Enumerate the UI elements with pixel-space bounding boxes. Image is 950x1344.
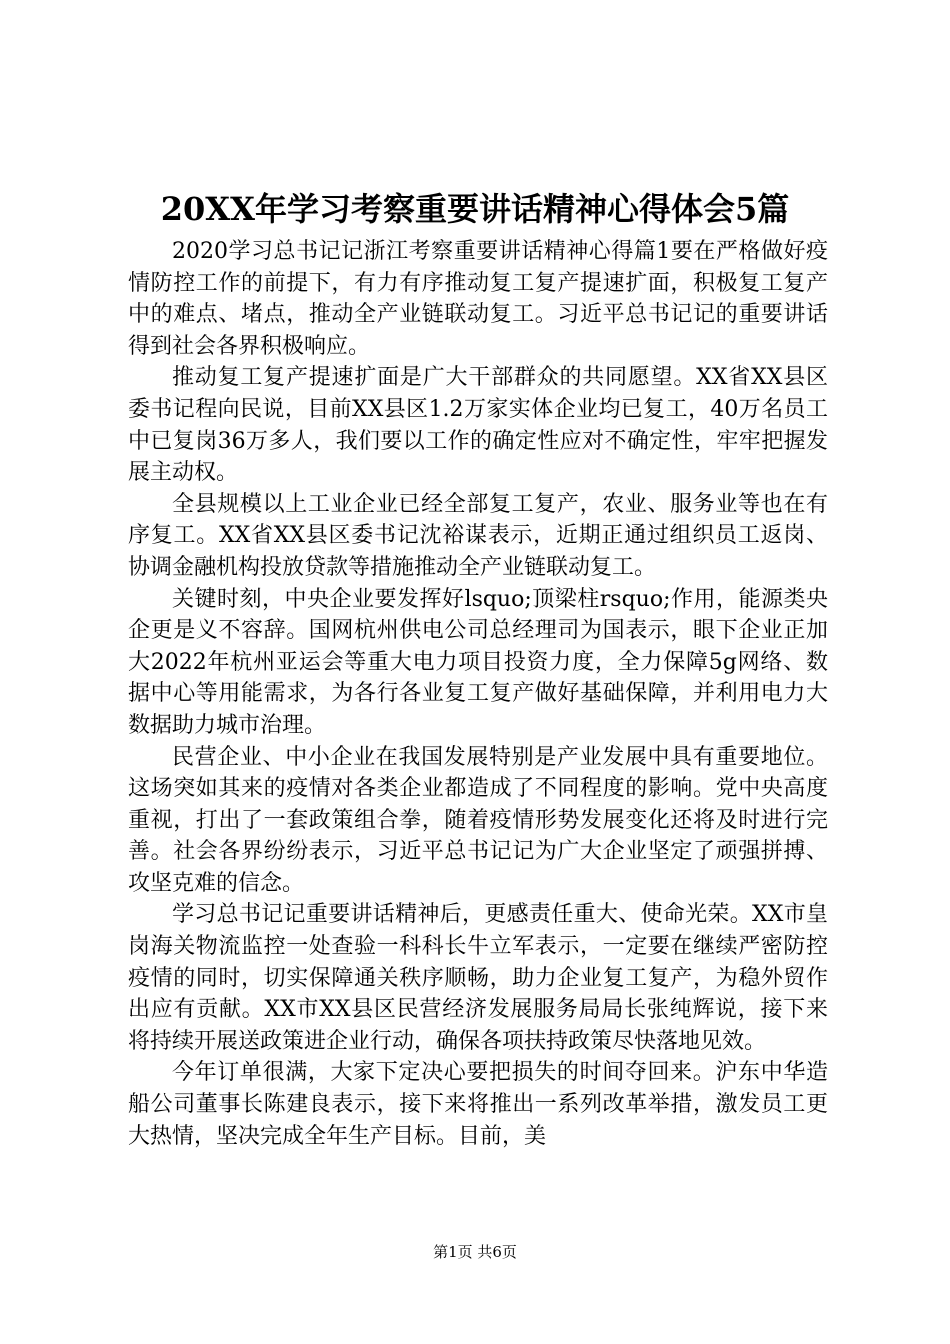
paragraph-3: 全县规模以上工业企业已经全部复工复产，农业、服务业等也在有序复工。XX省XX县区委书记沈裕谋表示，近期正通过组织员工返岗、协调金融机构投放贷款等措施推动全产业链联动复工。 xyxy=(128,491,828,580)
paragraph-7: 今年订单很满，大家下定决心要把损失的时间夺回来。沪东中华造船公司董事长陈建良表示，接下来将推出一系列改革举措，激发员工更大热情，坚决完成全年生产目标。目前，美 xyxy=(128,1060,828,1149)
paragraph-4: 关键时刻，中央企业要发挥好lsquo;顶梁柱rsquo;作用，能源类央企更是义不容辞。国网杭州供电公司总经理司为国表示，眼下企业正加大2022年杭州亚运会等重大电力项目投资力度，全力保障5g网络、数据中心等用能需求，为各行各业复工复产做好基础保障，并利用电力大数据助力城市治理。 xyxy=(128,586,828,738)
document-body xyxy=(128,236,828,1152)
document-title: 20XX年学习考察重要讲话精神心得体会5篇 xyxy=(160,190,790,228)
paragraph-1: 2020学习总书记记浙江考察重要讲话精神心得篇1要在严格做好疫情防控工作的前提下，有力有序推动复工复产提速扩面，积极复工复产中的难点、堵点，推动全产业链联动复工。习近平总书记记的重要讲话得到社会各界积极响应。 xyxy=(128,239,828,359)
page-number-label: 第1页 共6页 xyxy=(433,1243,517,1261)
page-footer xyxy=(0,1242,950,1262)
paragraph-5: 民营企业、中小企业在我国发展特别是产业发展中具有重要地位。这场突如其来的疫情对各类企业都造成了不同程度的影响。党中央高度重视，打出了一套政策组合拳，随着疫情形势发展变化还将及时进行完善。社会各界纷纷表示，习近平总书记记为广大企业坚定了顽强拼搏、攻坚克难的信念。 xyxy=(128,744,828,896)
paragraph-6: 学习总书记记重要讲话精神后，更感责任重大、使命光荣。XX市皇岗海关物流监控一处查验一科科长牛立军表示，一定要在继续严密防控疫情的同时，切实保障通关秩序顺畅，助力企业复工复产，为稳外贸作出应有贡献。XX市XX县区民营经济发展服务局局长张纯辉说，接下来将持续开展送政策进企业行动，确保各项扶持政策尽快落地见效。 xyxy=(128,902,828,1054)
paragraph-2: 推动复工复产提速扩面是广大干部群众的共同愿望。XX省XX县区委书记程向民说，目前XX县区1.2万家实体企业均已复工，40万名员工中已复岗36万多人，我们要以工作的确定性应对不确定性，牢牢把握发展主动权。 xyxy=(128,365,828,486)
